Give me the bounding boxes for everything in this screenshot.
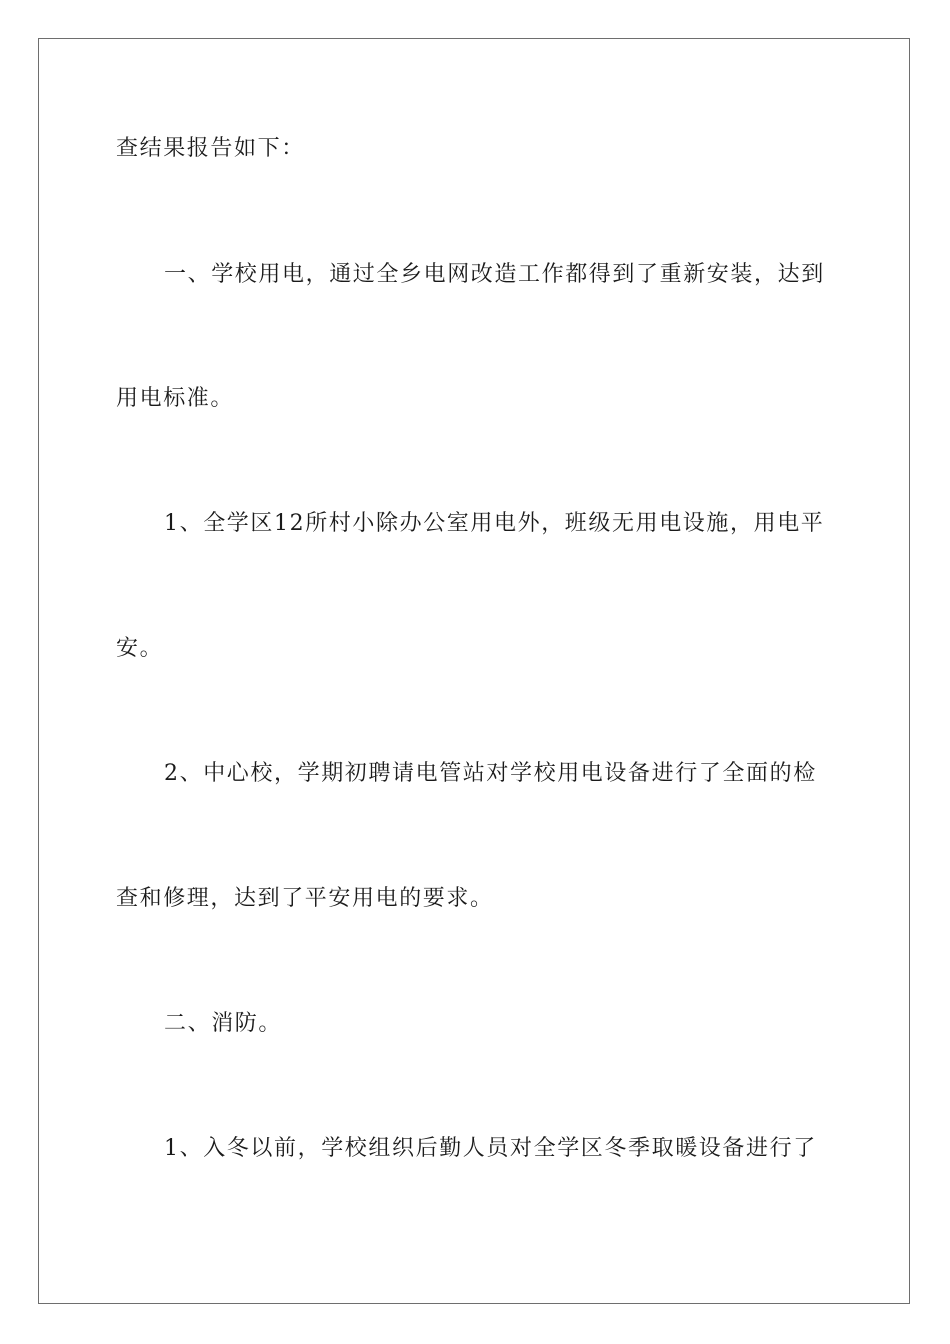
page-frame: [38, 38, 910, 1304]
text-line: 查结果报告如下：: [116, 136, 305, 161]
section-heading-electricity: 一、学校用电，通过全乡电网改造工作都得到了重新安装，达到: [164, 262, 825, 287]
list-item: 1、全学区12所村小除办公室用电外，班级无用电设施，用电平: [164, 511, 825, 536]
text-line: 安。: [116, 636, 164, 661]
text-line: 查和修理，达到了平安用电的要求。: [116, 886, 494, 911]
text-line: 用电标准。: [116, 386, 235, 411]
list-item: 2、中心校，学期初聘请电管站对学校用电设备进行了全面的检: [164, 761, 817, 786]
list-item: 1、入冬以前，学校组织后勤人员对全学区冬季取暖设备进行了: [164, 1136, 817, 1161]
section-heading-fire: 二、消防。: [164, 1011, 283, 1036]
